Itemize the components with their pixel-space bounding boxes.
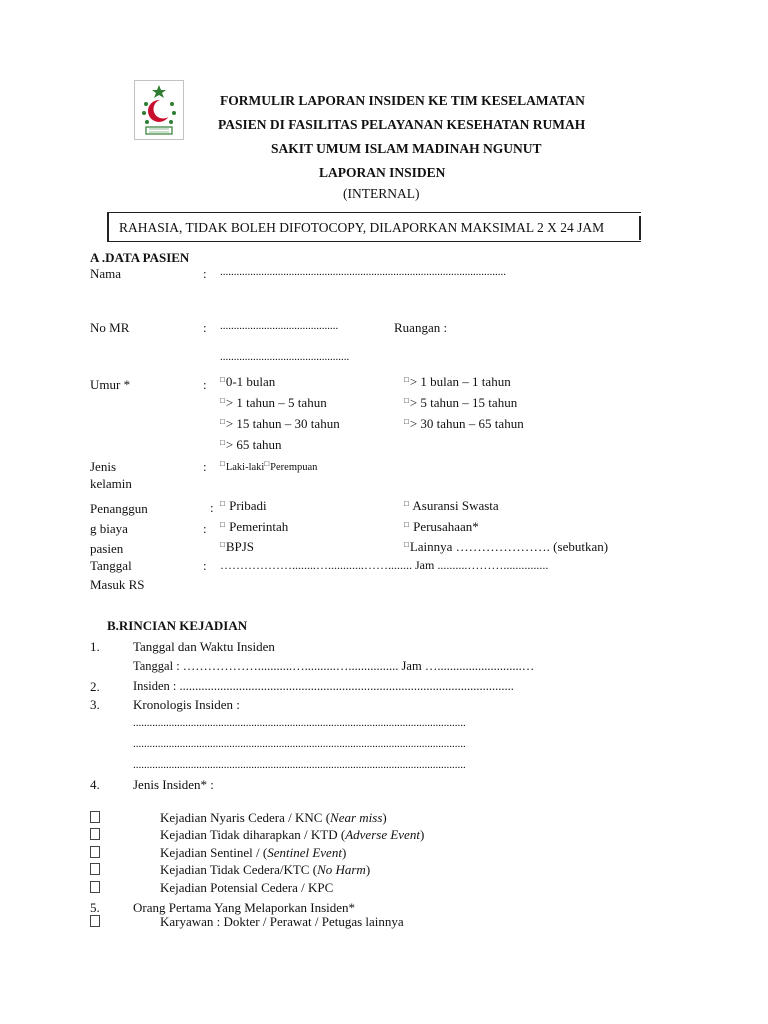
insiden-field[interactable]: Insiden : ........................................................................................................... (133, 679, 514, 693)
item-1-label: Tanggal dan Waktu Insiden (133, 639, 275, 654)
penanggung-label-2: g biaya (90, 521, 128, 536)
checkbox-icon[interactable]: □ (220, 438, 225, 447)
checkbox-icon[interactable]: □ (404, 375, 409, 384)
nama-field[interactable]: ........................................................................................................ (220, 266, 506, 278)
item-4-number: 4. (90, 777, 100, 792)
umur-option-2[interactable]: □> 1 tahun – 5 tahun (220, 395, 327, 410)
confidential-notice-box (107, 212, 641, 242)
colon: : (203, 377, 207, 392)
umur-option-5[interactable]: □> 30 tahun – 65 tahun (404, 416, 524, 431)
form-title-line-2: PASIEN DI FASILITAS PELAYANAN KESEHATAN RUMAH (218, 117, 586, 132)
biaya-option-3[interactable]: □ Perusahaan* (404, 519, 479, 534)
hospital-logo (134, 80, 184, 140)
checkbox-icon[interactable]: □ (404, 520, 409, 529)
jenis-insiden-option-2[interactable]: Kejadian Sentinel / (Sentinel Event) (90, 845, 346, 861)
umur-option-0[interactable]: □0-1 bulan (220, 374, 276, 389)
checkbox-icon[interactable]: □ (220, 499, 225, 508)
jenis-kelamin-label-2: kelamin (90, 476, 132, 491)
checkbox-icon[interactable]: □ (404, 499, 409, 508)
penanggung-label-1: Penanggun (90, 501, 148, 516)
colon: : (203, 521, 207, 536)
ruangan-label: Ruangan : (394, 320, 448, 335)
section-a-title: A .DATA PASIEN (90, 250, 190, 265)
umur-option-6[interactable]: □> 65 tahun (220, 437, 282, 452)
biaya-option-5[interactable]: □Lainnya …………………. (sebutkan) (404, 539, 609, 554)
kronologis-line-2[interactable]: ......................................................................................................................... (133, 738, 466, 750)
jenis-insiden-option-1[interactable]: Kejadian Tidak diharapkan / KTD (Adverse Event) (90, 827, 424, 843)
tanggal-masuk-label-1: Tanggal (90, 558, 132, 573)
checkbox-icon[interactable] (90, 811, 100, 823)
confidential-notice-text: RAHASIA, TIDAK BOLEH DIFOTOCOPY, DILAPORKAN MAKSIMAL 2 X 24 JAM (119, 220, 605, 235)
umur-label: Umur * (90, 377, 131, 392)
form-title-line-3: SAKIT UMUM ISLAM MADINAH NGUNUT (271, 141, 542, 156)
colon: : (210, 500, 214, 515)
item-1-number: 1. (90, 639, 100, 654)
checkbox-icon[interactable]: □ (220, 375, 225, 384)
colon: : (203, 320, 207, 335)
biaya-option-4[interactable]: □BPJS (220, 539, 255, 554)
tanggal-masuk-field[interactable]: ………………........…............……........ Jam ..........………............... (220, 558, 549, 572)
tanggal-masuk-label-2: Masuk RS (90, 577, 145, 592)
jenis-kelamin-label-1: Jenis (90, 459, 116, 474)
biaya-option-0[interactable]: □ Pribadi (220, 498, 267, 513)
jenis-kelamin-options[interactable]: □Laki-laki□Perempuan (220, 459, 318, 473)
nomr-label: No MR (90, 320, 130, 335)
checkbox-icon[interactable] (90, 846, 100, 858)
jenis-insiden-option-0[interactable]: Kejadian Nyaris Cedera / KNC (Near miss) (90, 810, 387, 826)
checkbox-icon[interactable]: □ (404, 417, 409, 426)
penanggung-label-3: pasien (90, 541, 124, 556)
checkbox-icon[interactable] (90, 828, 100, 840)
jenis-insiden-option-4[interactable]: Kejadian Potensial Cedera / KPC (90, 880, 333, 896)
colon: : (203, 459, 207, 474)
ruangan-field[interactable]: ............................................... (220, 351, 350, 363)
form-subtitle-internal: (INTERNAL) (343, 186, 420, 201)
colon: : (203, 266, 207, 281)
section-b-title: B.RINCIAN KEJADIAN (107, 618, 248, 633)
nomr-field[interactable]: ........................................... (220, 320, 339, 332)
checkbox-icon[interactable] (90, 915, 100, 927)
item-4-label: Jenis Insiden* : (133, 777, 214, 792)
umur-option-3[interactable]: □> 5 tahun – 15 tahun (404, 395, 518, 410)
checkbox-icon[interactable] (90, 863, 100, 875)
form-subtitle: LAPORAN INSIDEN (319, 165, 446, 180)
checkbox-icon[interactable] (90, 881, 100, 893)
checkbox-icon[interactable]: □ (264, 459, 270, 468)
checkbox-icon[interactable]: □ (220, 540, 225, 549)
form-title-line-1: FORMULIR LAPORAN INSIDEN KE TIM KESELAMATAN (220, 93, 585, 108)
biaya-option-2[interactable]: □ Pemerintah (220, 519, 289, 534)
checkbox-icon[interactable]: □ (220, 417, 225, 426)
checkbox-icon[interactable]: □ (220, 459, 225, 468)
checkbox-icon[interactable]: □ (220, 396, 225, 405)
item-2-number: 2. (90, 679, 100, 694)
item-1-date-time-field[interactable]: Tanggal : ………………...........…..........…................ Jam …...........................… (133, 659, 535, 673)
checkbox-icon[interactable]: □ (404, 540, 409, 549)
item-3-label: Kronologis Insiden : (133, 697, 240, 712)
jenis-insiden-option-3[interactable]: Kejadian Tidak Cedera/KTC (No Harm) (90, 862, 370, 878)
umur-option-4[interactable]: □> 15 tahun – 30 tahun (220, 416, 340, 431)
colon: : (203, 558, 207, 573)
kronologis-line-3[interactable]: ......................................................................................................................... (133, 759, 466, 771)
kronologis-line-1[interactable]: ......................................................................................................................... (133, 717, 466, 729)
item-3-number: 3. (90, 697, 100, 712)
item-5-number: 5. (90, 900, 100, 915)
checkbox-icon[interactable]: □ (404, 396, 409, 405)
umur-option-1[interactable]: □> 1 bulan – 1 tahun (404, 374, 511, 389)
biaya-option-1[interactable]: □ Asuransi Swasta (404, 498, 499, 513)
item-5-label: Orang Pertama Yang Melaporkan Insiden* (133, 900, 356, 915)
checkbox-icon[interactable]: □ (220, 520, 225, 529)
pelapor-option-0[interactable]: Karyawan : Dokter / Perawat / Petugas lainnya (90, 914, 404, 930)
nama-label: Nama (90, 266, 122, 281)
